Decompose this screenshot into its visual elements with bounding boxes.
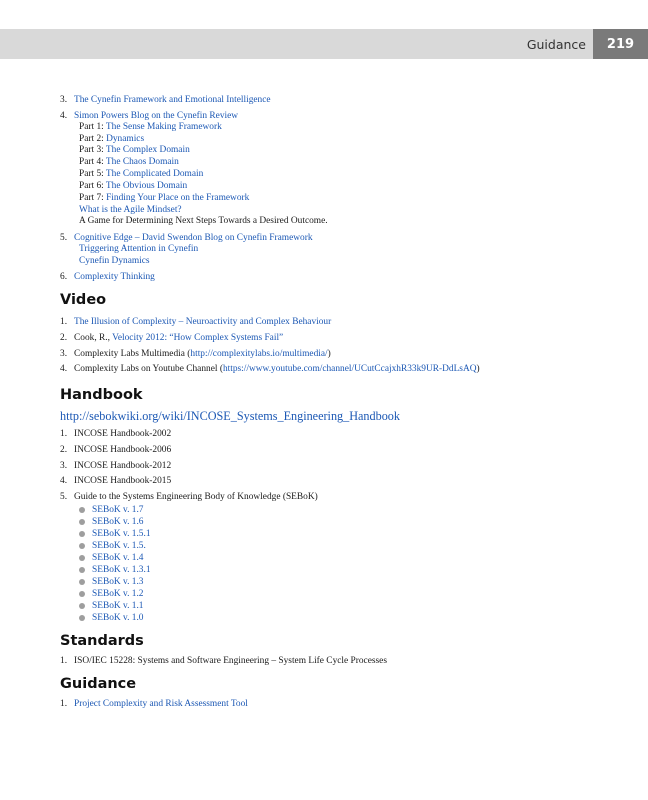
- list-item: [78, 576, 480, 588]
- list-item: 6. Complexity Thinking: [60, 272, 155, 283]
- list-item: 4. Complexity Labs on Youtube Channel (https://www.youtube.com/channel/UCutCcajxhR33k9UR-DdLsAQ): [60, 364, 480, 375]
- bullet-icon: [79, 507, 85, 513]
- list-item: 3. The Cynefin Framework and Emotional Intelligence: [60, 95, 271, 105]
- bullet-icon: [79, 567, 85, 573]
- sebok-version-link[interactable]: SEBoK v. 1.2: [92, 589, 144, 600]
- bullet-icon: [79, 555, 85, 561]
- list-item: 4. Simon Powers Blog on the Cynefin Review Part 1: The Sense Making Framework Part 2: Dynamics Part 3: The Complex Domain Part 4: The Chaos Domain Part 5: The Complicated Domain Part 6: The Obvious Domain Part 7: Finding Your Place on the Framework What is the Agile Mindset? A Game for Determining Next Steps Towards a Desired Outcome.: [60, 110, 480, 229]
- sub-line: [74, 244, 480, 256]
- bullet-icon: [79, 543, 85, 549]
- simon-powers-blog-link[interactable]: Simon Powers Blog on the Cynefin Review: [74, 110, 239, 121]
- sub-line: [74, 256, 480, 268]
- bullet-icon: [79, 615, 85, 621]
- cynefin-dynamics-link[interactable]: Cynefin Dynamics: [79, 255, 150, 266]
- sebok-version-list: [60, 504, 480, 624]
- sebok-version-link[interactable]: SEBoK v. 1.4: [92, 553, 144, 564]
- handbook-heading: Handbook: [60, 387, 143, 404]
- complexity-labs-multimedia-link[interactable]: http://complexitylabs.io/multimedia/: [190, 348, 328, 359]
- sub-line: Part 7: Finding Your Place on the Framework: [79, 192, 250, 203]
- sub-line: Part 6: The Obvious Domain: [79, 180, 188, 191]
- complexity-thinking-link[interactable]: Complexity Thinking: [74, 272, 155, 283]
- bullet-icon: [79, 579, 85, 585]
- list-item: 5. Cognitive Edge – David Swendon Blog on Cynefin Framework Triggering Attention in Cynefin Cynefin Dynamics: [60, 232, 480, 268]
- running-header: [0, 29, 648, 59]
- bullet-icon: [79, 519, 85, 525]
- header-section-title: Guidance: [526, 37, 586, 52]
- list-item: [78, 540, 480, 552]
- sub-line: Part 4: The Chaos Domain: [79, 157, 179, 168]
- youtube-channel-link[interactable]: https://www.youtube.com/channel/UCutCcajxhR33k9UR-DdLsAQ: [222, 364, 477, 375]
- sebok-version-link[interactable]: SEBoK v. 1.5.1: [92, 529, 151, 540]
- velocity-2012-link[interactable]: Velocity 2012: “How Complex Systems Fail”: [112, 333, 284, 344]
- sebok-version-link[interactable]: SEBoK v. 1.3: [92, 577, 144, 588]
- list-item: 3. Complexity Labs Multimedia (http://complexitylabs.io/multimedia/): [60, 348, 331, 359]
- list-item: [78, 552, 480, 564]
- sebokwiki-link[interactable]: http://sebokwiki.org/wiki/INCOSE_Systems_Engineering_Handbook: [60, 409, 400, 424]
- sebok-version-link[interactable]: SEBoK v. 1.6: [92, 517, 144, 528]
- sebok-version-link[interactable]: SEBoK v. 1.7: [92, 505, 144, 516]
- illusion-of-complexity-link[interactable]: The Illusion of Complexity – Neuroactivity and Complex Behaviour: [74, 317, 332, 328]
- bullet-icon: [79, 591, 85, 597]
- list-item: [78, 528, 480, 540]
- part-link[interactable]: The Sense Making Framework: [105, 121, 222, 132]
- part-link[interactable]: The Complex Domain: [105, 145, 190, 156]
- triggering-attention-link[interactable]: Triggering Attention in Cynefin: [79, 243, 199, 254]
- sebok-version-link[interactable]: SEBoK v. 1.1: [92, 601, 144, 612]
- sub-line-plain: A Game for Determining Next Steps Towards a Desired Outcome.: [79, 216, 328, 227]
- agile-mindset-link[interactable]: What is the Agile Mindset?: [79, 204, 182, 215]
- list-item: [78, 588, 480, 600]
- list-item: 1. ISO/IEC 15228: Systems and Software Engineering – System Life Cycle Processes: [60, 656, 387, 667]
- list-item: 4. INCOSE Handbook-2015: [60, 476, 172, 487]
- standards-heading: Standards: [60, 633, 144, 650]
- part-link[interactable]: The Obvious Domain: [105, 180, 188, 191]
- part-link[interactable]: Dynamics: [106, 133, 145, 144]
- list-item: [78, 564, 480, 576]
- sebok-version-link[interactable]: SEBoK v. 1.0: [92, 613, 144, 624]
- guidance-heading: Guidance: [60, 676, 137, 693]
- sebokwiki-url: [60, 409, 480, 424]
- bullet-icon: [79, 603, 85, 609]
- list-item: 2. Cook, R., Velocity 2012: “How Complex Systems Fail”: [60, 333, 284, 344]
- list-item: 1. INCOSE Handbook-2002: [60, 429, 172, 440]
- page-number: 219: [593, 29, 648, 59]
- page-content: [60, 94, 480, 714]
- sub-line: Part 1: The Sense Making Framework: [79, 121, 222, 132]
- sub-line: [74, 205, 480, 217]
- list-item: 1. The Illusion of Complexity – Neuroactivity and Complex Behaviour: [60, 317, 332, 328]
- list-item: [78, 504, 480, 516]
- risk-assessment-tool-link[interactable]: Project Complexity and Risk Assessment Tool: [74, 699, 248, 710]
- part-link[interactable]: The Chaos Domain: [105, 157, 179, 168]
- list-item: 5. Guide to the Systems Engineering Body of Knowledge (SEBoK): [60, 492, 318, 503]
- cognitive-edge-link[interactable]: Cognitive Edge – David Swendon Blog on Cynefin Framework: [74, 232, 313, 243]
- bullet-icon: [79, 531, 85, 537]
- list-item: 2. INCOSE Handbook-2006: [60, 445, 172, 456]
- list-item: 1. Project Complexity and Risk Assessment Tool: [60, 699, 248, 710]
- video-heading: Video: [60, 292, 107, 309]
- list-item: [78, 612, 480, 624]
- sub-line: Part 5: The Complicated Domain: [79, 169, 204, 180]
- sebok-version-link[interactable]: SEBoK v. 1.3.1: [92, 565, 151, 576]
- cynefin-emotional-link[interactable]: The Cynefin Framework and Emotional Intelligence: [74, 95, 271, 105]
- sebok-version-link[interactable]: SEBoK v. 1.5.: [92, 541, 146, 552]
- sub-line: Part 2: Dynamics: [79, 133, 145, 144]
- sub-line: Part 3: The Complex Domain: [79, 145, 190, 156]
- part-link[interactable]: The Complicated Domain: [105, 169, 204, 180]
- list-item: [78, 600, 480, 612]
- list-item: [78, 516, 480, 528]
- list-item: 3. INCOSE Handbook-2012: [60, 460, 172, 471]
- part-link[interactable]: Finding Your Place on the Framework: [106, 192, 250, 203]
